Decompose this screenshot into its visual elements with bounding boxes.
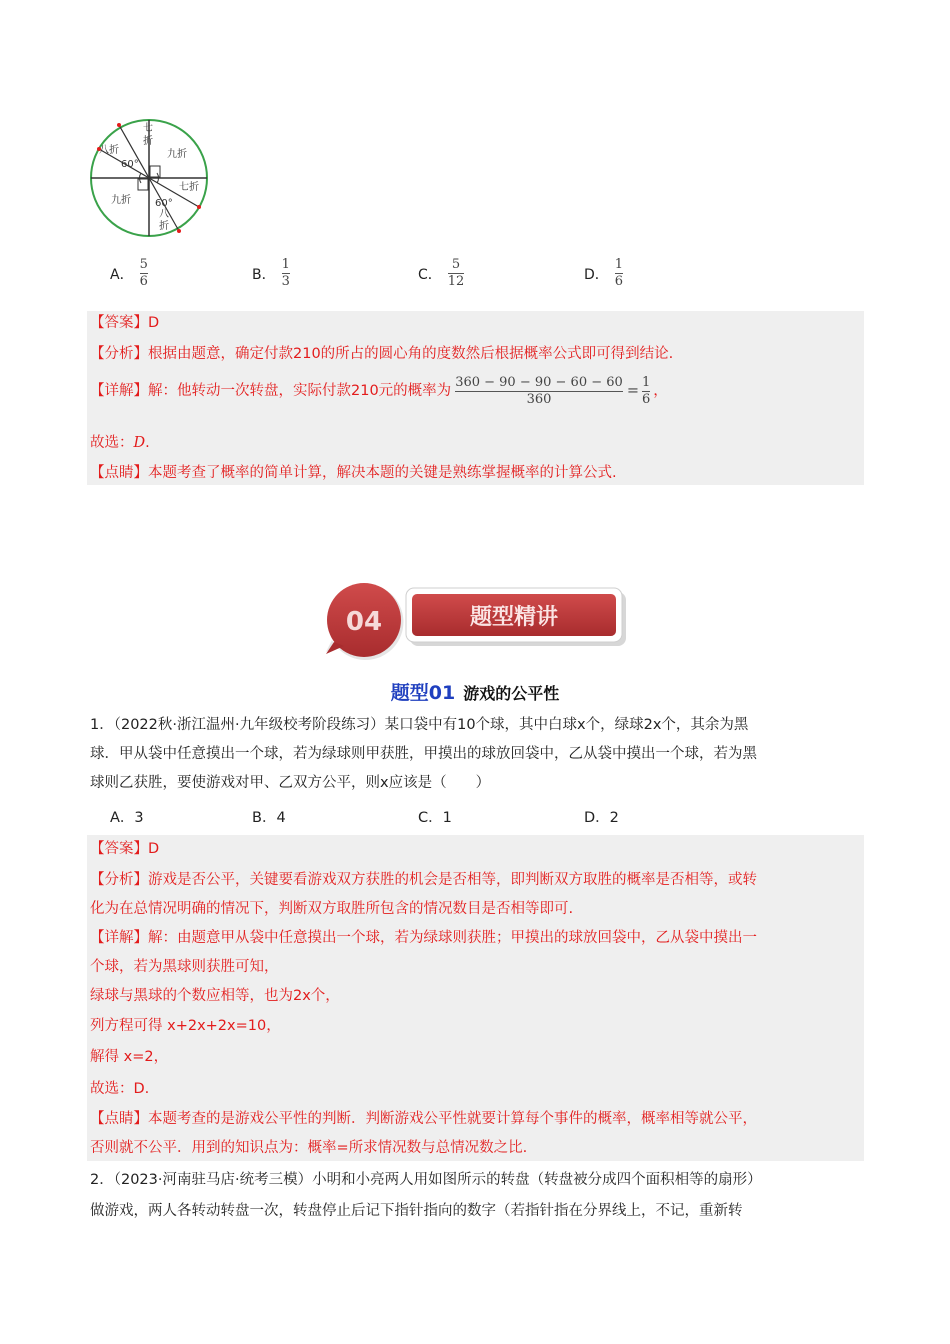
q1-comment-line-1: 【点睛】本题考查的是游戏公平性的判断．判断游戏公平性就要计算每个事件的概率，概率相等就公平， <box>90 1111 757 1127</box>
q1-option-d: D．2 <box>584 810 619 826</box>
q1-detail-line-3: 绿球与黑球的个数应相等，也为2x个， <box>90 988 340 1004</box>
option-d <box>584 258 623 290</box>
q2-line-1: 2．（2023·河南驻马店·统考三模）小明和小亮两人用如图所示的转盘（转盘被分成四个面积相等的扇形） <box>90 1172 762 1188</box>
label-seven-top-b: 折 <box>143 136 153 147</box>
q1-line-3: 球则乙获胜，要使游戏对甲、乙双方公平，则x应该是（ ） <box>90 775 491 791</box>
detail-fraction: $\frac{360 - 90 - 90 - 60 - 60}{360}$ <box>455 375 623 408</box>
q1-option-a: A．3 <box>110 810 144 826</box>
label-eight-left: 八折 <box>99 145 119 156</box>
discount-spinner-figure <box>85 115 215 245</box>
q2-line-2: 做游戏，两人各转动转盘一次，转盘停止后记下指针指向的数字（若指针指在分界线上，不记，重新转 <box>90 1203 743 1219</box>
detail-result-fraction: $\frac{1}{6}$ <box>641 375 651 408</box>
analysis-line: 【分析】根据由题意，确定付款210的所占的圆心角的度数然后根据概率公式即可得到结论. <box>90 346 674 362</box>
option-b <box>252 258 290 290</box>
q1-line-1: 1．（2022秋·浙江温州·九年级校考阶段练习）某口袋中有10个球，其中白球x个，绿球2x个，其余为黑 <box>90 717 749 733</box>
boundary-dot <box>177 229 181 233</box>
option-fraction: $\frac{5}{12}$ <box>447 257 465 290</box>
option-c <box>418 258 464 290</box>
label-nine-right: 九折 <box>167 149 187 160</box>
q1-detail-line-1: 【详解】解：由题意甲从袋中任意摸出一个球，若为绿球则获胜；甲摸出的球放回袋中，乙从袋中摸出一 <box>90 930 757 946</box>
q1-detail-line-4: 列方程可得 x+2x+2x=10， <box>90 1018 281 1034</box>
detail-line: 【详解】 解：他转动一次转盘，实际付款210元的概率为 $\frac{360 - 90 - 90 - 60 - 60}{360}$ = $\frac{1}{6}$ ， <box>90 375 668 408</box>
section-banner <box>322 580 632 660</box>
q1-option-b: B．4 <box>252 810 286 826</box>
q1-detail-line-2: 个球，若为黑球则获胜可知， <box>90 959 279 975</box>
comment-line: 【点睛】本题考查了概率的简单计算，解决本题的关键是熟练掌握概率的计算公式. <box>90 465 617 481</box>
q1-line-2: 球．甲从袋中任意摸出一个球，若为绿球则甲获胜，甲摸出的球放回袋中，乙从袋中摸出一个球，若为黑 <box>90 746 757 762</box>
choose-line: 故选：D. <box>90 435 150 451</box>
label-seven-top-a: 七 <box>143 123 153 134</box>
section-title: 题型01 游戏的公平性 <box>390 682 560 704</box>
label-eight-bottom-b: 折 <box>159 221 169 232</box>
boundary-dot <box>197 205 201 209</box>
q1-answer-line: 【答案】D <box>90 841 160 857</box>
option-letter: D． <box>584 266 609 283</box>
answer-line: 【答案】D <box>90 315 160 331</box>
option-letter: A． <box>110 266 134 283</box>
q1-detail-line-5: 解得 x=2， <box>90 1049 169 1065</box>
option-fraction: $\frac{5}{6}$ <box>139 257 148 290</box>
q1-comment-line-2: 否则就不公平．用到的知识点为：概率=所求情况数与总情况数之比. <box>90 1140 528 1156</box>
angle-label-1: 60° <box>121 159 139 170</box>
q1-detail-line-6: 故选：D. <box>90 1081 150 1097</box>
label-seven-right: 七折 <box>179 182 199 193</box>
q1-analysis-line-2: 化为在总情况明确的情况下，判断双方取胜所包含的情况数目是否相等即可. <box>90 901 574 917</box>
option-fraction: $\frac{1}{3}$ <box>281 257 290 290</box>
option-letter: C． <box>418 266 442 283</box>
label-nine-left: 九折 <box>111 195 131 206</box>
option-fraction: $\frac{1}{6}$ <box>614 257 624 290</box>
q1-analysis-line-1: 【分析】游戏是否公平，关键要看游戏双方获胜的机会是否相等，即判断双方取胜的概率是否相等，或转 <box>90 872 757 888</box>
banner-number: 04 <box>345 607 383 637</box>
angle-label-2: 60° <box>155 198 173 209</box>
boundary-dot <box>117 123 121 127</box>
option-a <box>110 258 148 290</box>
banner-label: 题型精讲 <box>469 605 559 630</box>
q1-option-c: C．1 <box>418 810 452 826</box>
label-eight-bottom-a: 八 <box>159 209 169 220</box>
option-letter: B． <box>252 266 276 283</box>
